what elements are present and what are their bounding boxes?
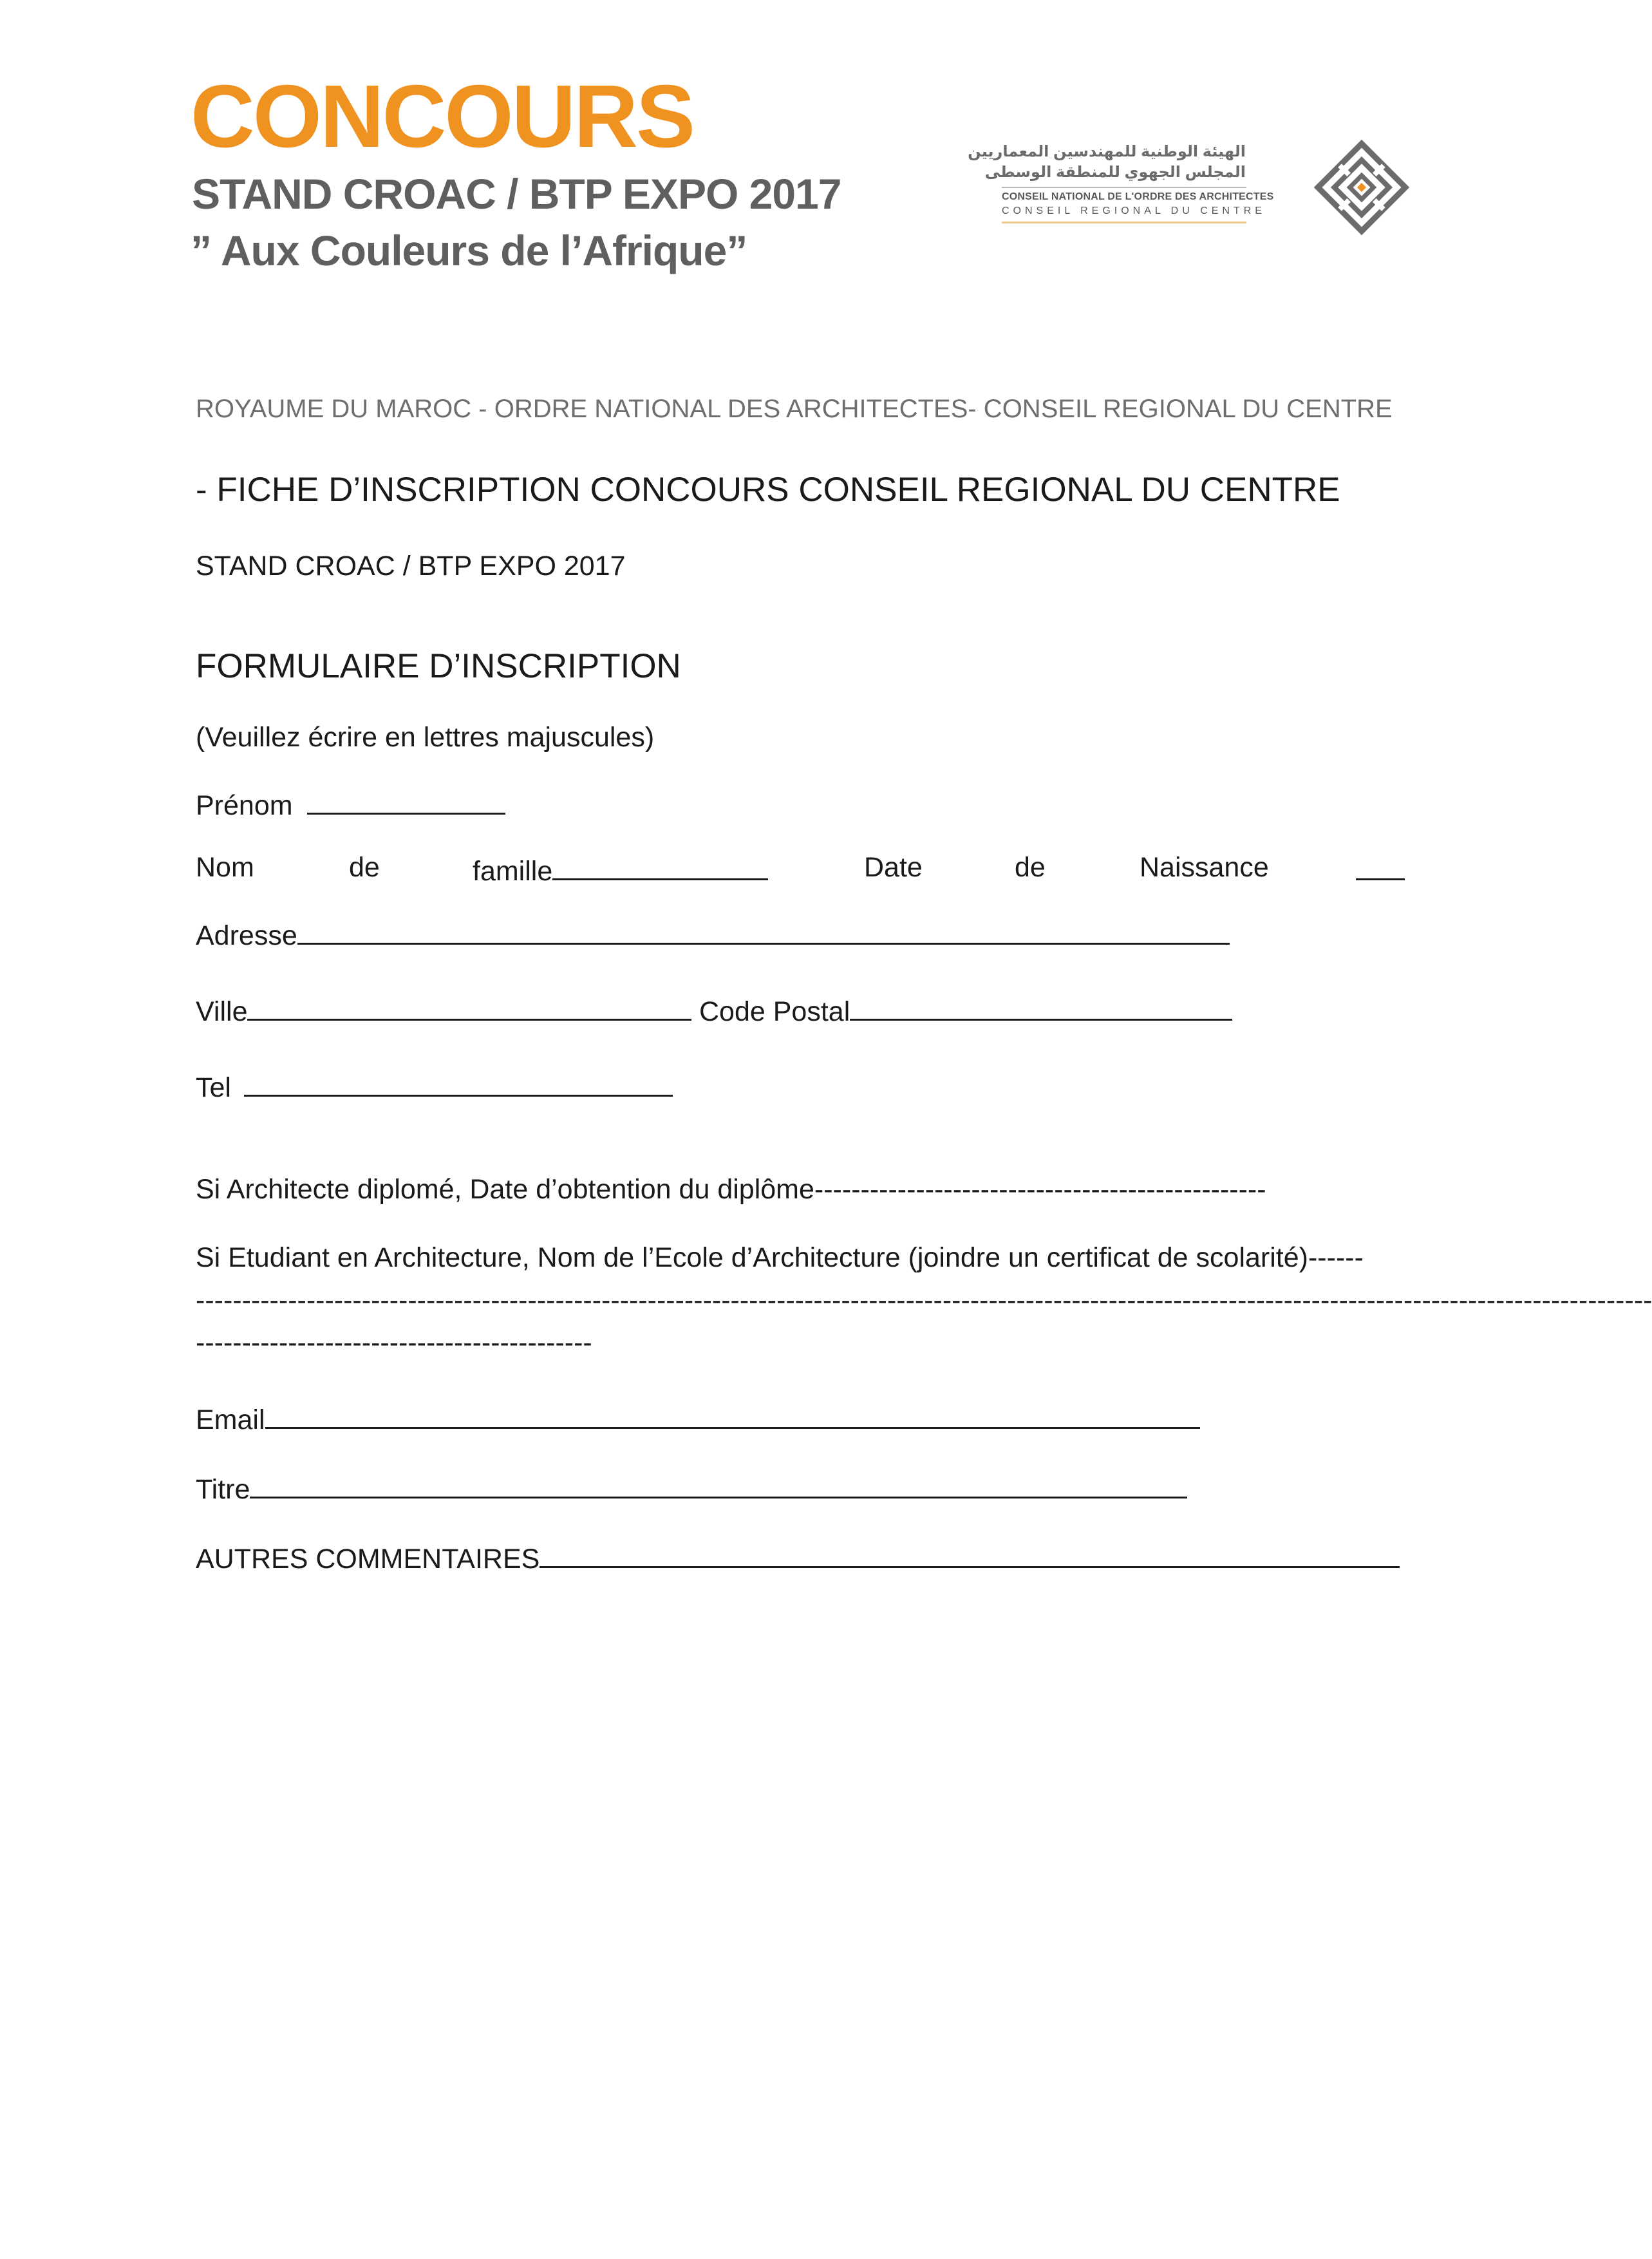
etudiant-label: Si Etudiant en Architecture, Nom de l’Ecole d’Architecture (joindre un certificat de scolarité) [196,1242,1308,1273]
logo-accent-rule [1002,222,1246,223]
nom-word1: Nom [196,852,254,883]
nom-word2: de [349,852,380,883]
stand-line: STAND CROAC / BTP EXPO 2017 [196,551,626,581]
architecte-label: Si Architecte diplomé, Date d’obtention du diplôme [196,1174,814,1205]
date-word3: Naissance [1140,852,1269,883]
nom-row [473,854,768,885]
nom-word3: famille [473,856,553,887]
prenom-label: Prénom [196,790,293,821]
ville-label: Ville [196,996,248,1027]
logo-french-line2: CONSEIL REGIONAL DU CENTRE [1002,205,1266,216]
commentaires-row [196,1542,1400,1573]
tel-row [196,1070,673,1102]
etudiant-field-line3[interactable]: ------------------------------------------- [196,1327,592,1358]
titre-row [196,1472,1187,1504]
logo-arabic-line1: الهيئة الوطنية للمهندسين المعماريين [968,143,1246,160]
architecte-field[interactable]: ------------------------------------------------- [814,1174,1266,1205]
form-instruction: (Veuillez écrire en lettres majuscules) [196,722,655,753]
commentaires-label: AUTRES COMMENTAIRES [196,1544,540,1574]
prenom-field[interactable] [307,788,505,815]
logo-french-line1: CONSEIL NATIONAL DE L'ORDRE DES ARCHITECTES [1002,191,1274,202]
fiche-title: - FICHE D’INSCRIPTION CONCOURS CONSEIL REGIONAL DU CENTRE [196,471,1340,509]
code-postal-field[interactable] [850,994,1232,1021]
titre-label: Titre [196,1474,250,1505]
prenom-row [196,788,505,820]
page-tagline: ” Aux Couleurs de l’Afrique” [191,227,747,274]
etudiant-field-line2[interactable]: -------------------------------------------------------------------------------------------------------------------------------------------------------------- [196,1285,1652,1316]
tel-label: Tel [196,1072,231,1103]
architecte-row [196,1176,1266,1204]
nom-field[interactable] [552,854,768,880]
date-naissance-field[interactable] [1356,854,1405,880]
code-postal-row [699,994,1232,1026]
logo-divider [1002,187,1246,188]
page-title: CONCOURS [191,67,694,166]
etudiant-row [196,1244,1364,1272]
date-word1: Date [864,852,923,883]
emblem-logo-icon [1313,139,1410,236]
logo-arabic-line2: المجلس الجهوي للمنطقة الوسطى [984,164,1246,181]
adresse-row [196,918,1230,950]
adresse-label: Adresse [196,920,297,951]
ville-field[interactable] [247,994,691,1021]
titre-field[interactable] [250,1472,1187,1498]
naissance-row [1356,854,1405,885]
institution-line: ROYAUME DU MAROC - ORDRE NATIONAL DES ARCHITECTES- CONSEIL REGIONAL DU CENTRE [196,395,1393,423]
commentaires-field[interactable] [540,1542,1400,1568]
tel-field[interactable] [244,1070,673,1097]
adresse-field[interactable] [297,918,1230,945]
etudiant-field-start[interactable]: ------ [1308,1242,1364,1273]
ville-row [196,994,691,1026]
form-title: FORMULAIRE D’INSCRIPTION [196,647,681,685]
email-field[interactable] [265,1403,1200,1429]
code-postal-label: Code Postal [699,996,850,1027]
email-row [196,1403,1200,1434]
page-subtitle: STAND CROAC / BTP EXPO 2017 [192,170,841,218]
email-label: Email [196,1404,265,1435]
date-word2: de [1015,852,1046,883]
